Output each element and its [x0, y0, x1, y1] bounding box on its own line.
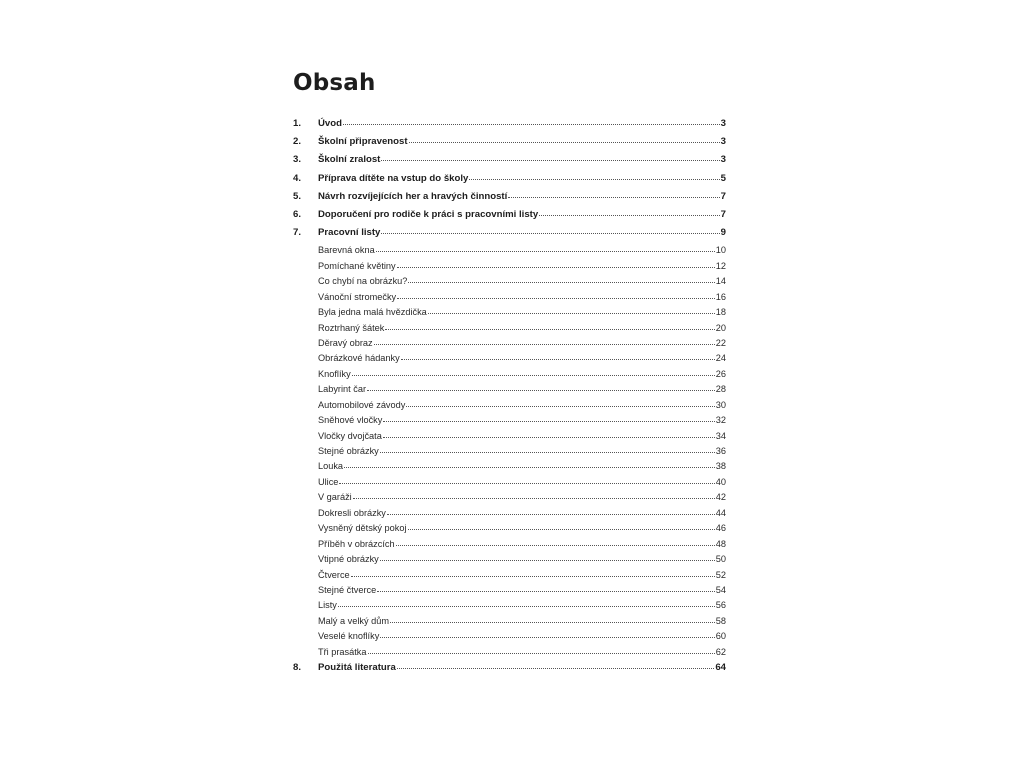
toc-entry-doporuceni-pro-rodice[interactable]: [293, 209, 726, 227]
dot-leader: [367, 390, 715, 391]
subentry-label: Labyrint čar: [318, 384, 367, 395]
subentry-label: Příběh v obrázcích: [318, 538, 395, 549]
dot-leader: [508, 197, 719, 198]
subentry-page-number: 40: [715, 476, 726, 487]
dot-leader: [351, 576, 715, 577]
dot-leader: [409, 142, 720, 143]
dot-leader: [408, 529, 715, 530]
entry-label: Školní připravenost: [318, 136, 408, 148]
dot-leader: [343, 124, 720, 125]
dot-leader: [353, 498, 715, 499]
subentry-page-number: 28: [715, 384, 726, 395]
subentry-page-number: 20: [715, 322, 726, 333]
subentry-label: Malý a velký dům: [318, 615, 389, 626]
dot-leader: [381, 160, 719, 161]
entry-label: Doporučení pro rodiče k práci s pracovními listy: [318, 208, 539, 220]
subentry-label: Roztrhaný šátek: [318, 322, 385, 333]
toc-subentry[interactable]: [293, 570, 726, 585]
toc-subentry[interactable]: [293, 384, 726, 399]
toc-subentry[interactable]: [293, 415, 726, 430]
dot-leader: [397, 267, 715, 268]
dot-leader: [539, 215, 719, 216]
subentry-label: Veselé knoflíky: [318, 631, 380, 642]
toc-subentry[interactable]: [293, 461, 726, 476]
subentry-label: Vánoční stromečky: [318, 291, 397, 302]
dot-leader: [376, 251, 715, 252]
subentry-page-number: 44: [715, 507, 726, 518]
subentry-page-number: 16: [715, 291, 726, 302]
toc-subentry[interactable]: [293, 245, 726, 260]
subentry-page-number: 24: [715, 353, 726, 364]
toc-subentry[interactable]: [293, 400, 726, 415]
subentry-label: Tři prasátka: [318, 646, 367, 657]
subentry-page-number: 56: [715, 600, 726, 611]
toc-subentry[interactable]: [293, 369, 726, 384]
dot-leader: [406, 406, 714, 407]
entry-label: Školní zralost: [318, 154, 381, 166]
subentry-label: V garáži: [318, 492, 352, 503]
toc-subentry[interactable]: [293, 323, 726, 338]
subentry-page-number: 42: [715, 492, 726, 503]
entry-page-number: 64: [715, 662, 726, 674]
dot-leader: [377, 591, 715, 592]
entry-number: 4.: [293, 172, 302, 184]
subentry-page-number: 58: [715, 615, 726, 626]
dot-leader: [408, 282, 714, 283]
subentry-label: Vtipné obrázky: [318, 554, 379, 565]
toc-subentry[interactable]: [293, 276, 726, 291]
toc-subentry[interactable]: [293, 508, 726, 523]
entry-label: Úvod: [318, 118, 342, 129]
subentry-page-number: 54: [715, 584, 726, 595]
toc-subentry[interactable]: [293, 539, 726, 554]
subentry-page-number: 26: [715, 368, 726, 379]
subentry-label: Byla jedna malá hvězdička: [318, 307, 427, 318]
entry-number: 6.: [293, 208, 302, 220]
toc-subentry[interactable]: [293, 338, 726, 353]
subentry-page-number: 22: [715, 337, 726, 348]
toc-subentry[interactable]: [293, 261, 726, 276]
subentry-page-number: 30: [715, 399, 726, 410]
subentry-page-number: 50: [715, 554, 726, 565]
entry-label: Pracovní listy: [318, 227, 381, 239]
toc-entry-skolni-pripravenost[interactable]: [293, 136, 726, 154]
dot-leader: [344, 467, 715, 468]
toc-subentry[interactable]: [293, 647, 726, 662]
entry-page-number: 7: [720, 190, 726, 202]
subentry-label: Stejné čtverce: [318, 584, 377, 595]
subentry-label: Listy: [318, 600, 337, 611]
subentry-label: Sněhové vločky: [318, 415, 383, 426]
subentry-page-number: 18: [715, 307, 726, 318]
toc-subentry[interactable]: [293, 585, 726, 600]
subentry-label: Vysněný dětský pokoj: [318, 523, 407, 534]
toc-entry-navrh-her[interactable]: [293, 191, 726, 209]
entry-number: 8.: [293, 662, 302, 674]
entry-page-number: 3: [720, 154, 726, 166]
dot-leader: [396, 545, 715, 546]
toc-entry-pracovni-listy[interactable]: [293, 227, 726, 245]
toc-entry-skolni-zralost[interactable]: [293, 154, 726, 172]
subentry-label: Stejné obrázky: [318, 446, 379, 456]
subentry-label: Automobilové závody: [318, 399, 406, 410]
toc-subentry[interactable]: [293, 600, 726, 615]
dot-leader: [397, 668, 714, 669]
subentry-label: Co chybí na obrázku?: [318, 276, 408, 287]
dot-leader: [401, 359, 715, 360]
dot-leader: [383, 437, 715, 438]
entry-number: 1.: [293, 118, 302, 129]
entry-number: 7.: [293, 227, 302, 239]
entry-number: 2.: [293, 136, 302, 148]
dot-leader: [469, 179, 719, 180]
subentry-label: Obrázkové hádanky: [318, 353, 400, 364]
dot-leader: [368, 653, 715, 654]
dot-leader: [385, 329, 714, 330]
dot-leader: [383, 421, 714, 422]
subentry-label: Vločky dvojčata: [318, 430, 382, 441]
subentry-page-number: 34: [715, 430, 726, 441]
toc-subentry[interactable]: [293, 353, 726, 368]
entry-page-number: 3: [720, 136, 726, 148]
toc-subentry[interactable]: [293, 616, 726, 631]
subentry-page-number: 52: [715, 569, 726, 580]
subentry-label: Barevná okna: [318, 245, 375, 256]
subentry-label: Ulice: [318, 476, 339, 487]
subentry-page-number: 32: [715, 415, 726, 426]
entry-number: 3.: [293, 154, 302, 166]
dot-leader: [374, 344, 715, 345]
dot-leader: [387, 514, 715, 515]
toc-subentry[interactable]: [293, 307, 726, 322]
dot-leader: [339, 483, 714, 484]
toc-subentry[interactable]: [293, 292, 726, 307]
table-of-contents: [293, 118, 726, 680]
dot-leader: [338, 606, 715, 607]
toc-subentry[interactable]: [293, 477, 726, 492]
entry-label: Použitá literatura: [318, 662, 396, 674]
dot-leader: [380, 452, 715, 453]
entry-label: Příprava dítěte na vstup do školy: [318, 172, 469, 184]
entry-page-number: 9: [720, 227, 726, 239]
toc-subentry[interactable]: [293, 554, 726, 569]
dot-leader: [397, 298, 715, 299]
subentry-label: Louka: [318, 461, 344, 472]
subentry-page-number: 48: [715, 538, 726, 549]
toc-subentry[interactable]: [293, 523, 726, 538]
dot-leader: [428, 313, 715, 314]
dot-leader: [352, 375, 715, 376]
entry-page-number: 7: [720, 208, 726, 220]
toc-entry-uvod[interactable]: [293, 118, 726, 136]
toc-entry-pouzita-literatura[interactable]: [293, 662, 726, 680]
toc-subentry[interactable]: [293, 492, 726, 507]
toc-subentry[interactable]: [293, 631, 726, 646]
subentry-page-number: 10: [715, 245, 726, 256]
subentry-page-number: 36: [715, 446, 726, 456]
dot-leader: [380, 560, 715, 561]
page-title: Obsah: [293, 70, 376, 96]
subentry-label: Děravý obraz: [318, 337, 373, 348]
entry-number: 5.: [293, 190, 302, 202]
entry-page-number: 3: [720, 118, 726, 129]
subentry-label: Čtverce: [318, 569, 350, 580]
subentry-page-number: 46: [715, 523, 726, 534]
subentry-page-number: 14: [715, 276, 726, 287]
dot-leader: [380, 637, 714, 638]
subentry-label: Dokresli obrázky: [318, 507, 386, 518]
toc-subentry[interactable]: [293, 446, 726, 461]
subentry-page-number: 60: [715, 631, 726, 642]
subentry-page-number: 12: [715, 260, 726, 271]
toc-entry-priprava-ditete[interactable]: [293, 173, 726, 191]
entry-label: Návrh rozvíjejících her a hravých činností: [318, 190, 508, 202]
subentry-label: Knoflíky: [318, 368, 351, 379]
subentry-label: Pomíchané květiny: [318, 260, 396, 271]
dot-leader: [381, 233, 719, 234]
toc-subentry[interactable]: [293, 431, 726, 446]
entry-page-number: 5: [720, 172, 726, 184]
dot-leader: [390, 622, 715, 623]
subentry-page-number: 38: [715, 461, 726, 472]
subentry-page-number: 62: [715, 646, 726, 657]
